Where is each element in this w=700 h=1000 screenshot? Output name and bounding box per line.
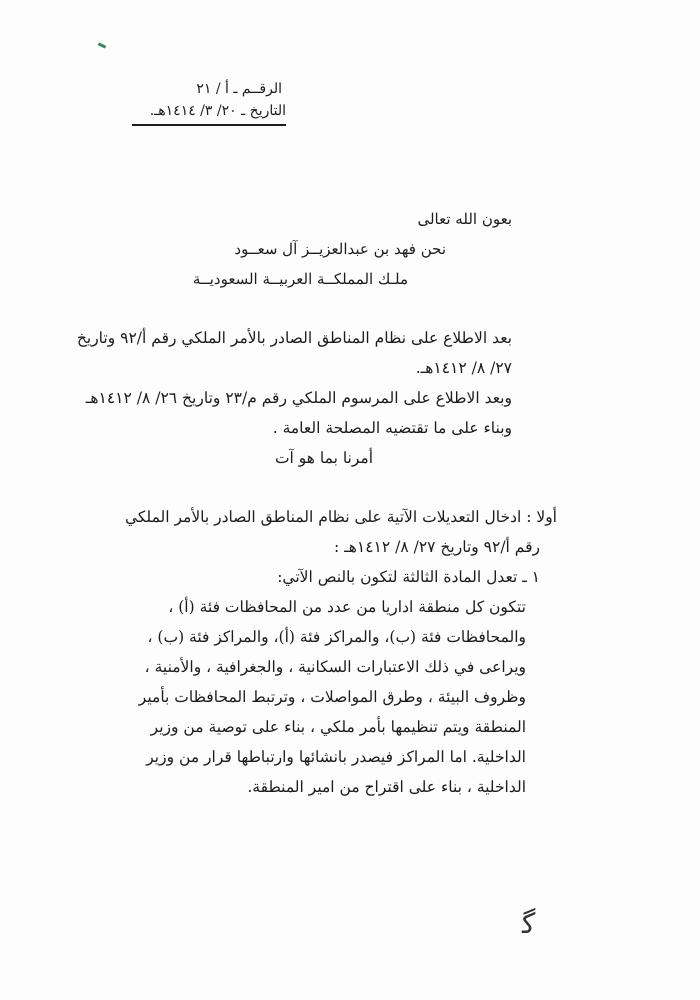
item-one-text-line: ويراعى في ذلك الاعتبارات السكانية ، والجغرافية ، والأمنية ، xyxy=(144,658,526,676)
article-one-line-2: رقم أ/٩٢ وتاريخ ٢٧/ ٨/ ١٤١٢هـ : xyxy=(334,538,540,556)
recital-line-4: وبناء على ما تقتضيه المصلحة العامة . xyxy=(272,419,512,437)
item-one-text-line: والمحافظات فئة (ب)، والمراكز فئة (أ)، والمراكز فئة (ب) ، xyxy=(147,628,526,646)
corner-ink-mark xyxy=(98,42,107,48)
item-one-intro: ١ ـ تعدل المادة الثالثة لتكون بالنص الآتي: xyxy=(277,568,540,586)
recital-line-1: بعد الاطلاع على نظام المناطق الصادر بالأمر الملكي رقم أ/٩٢ وتاريخ xyxy=(76,329,512,347)
item-one-text-line: وظروف البيئة ، وطرق المواصلات ، وترتبط المحافظات بأمير xyxy=(138,688,526,706)
header-underline xyxy=(132,124,286,126)
item-one-text-line: الداخلية ، بناء على اقتراح من امير المنطقة. xyxy=(247,778,526,796)
recital-line-2: ٢٧/ ٨/ ١٤١٢هـ. xyxy=(415,359,512,377)
reference-number: الرقــم ـ أ / ٢١ xyxy=(196,81,282,97)
item-one-text-line: المنطقة ويتم تنظيمها بأمر ملكي ، بناء على توصية من وزير xyxy=(150,718,526,736)
invocation-line: بعون الله تعالى xyxy=(417,210,512,228)
command-line: أمرنا بما هو آت xyxy=(274,449,374,467)
article-one-line-1: أولا : ادخال التعديلات الآتية على نظام المناطق الصادر بالأمر الملكي xyxy=(124,508,557,526)
page-continuation-mark: ﮔ xyxy=(522,907,536,940)
item-one-text-line: الداخلية. اما المراكز فيصدر بانشائها وارتباطها قرار من وزير xyxy=(146,748,526,766)
sovereign-line: نحن فهد بن عبدالعزيــز آل سعــود xyxy=(234,240,446,258)
recital-line-3: وبعد الاطلاع على المرسوم الملكي رقم م/٢٣ وتاريخ ٢٦/ ٨/ ١٤١٢هـ xyxy=(85,389,512,407)
reference-date: التاريخ ـ ٢٠/ ٣/ ١٤١٤هـ. xyxy=(149,103,286,119)
item-one-text-line: تتكون كل منطقة اداريا من عدد من المحافظات فئة (أ) ، xyxy=(168,598,526,616)
king-title-line: ملـك المملكــة العربيــة السعوديــة xyxy=(192,270,408,288)
